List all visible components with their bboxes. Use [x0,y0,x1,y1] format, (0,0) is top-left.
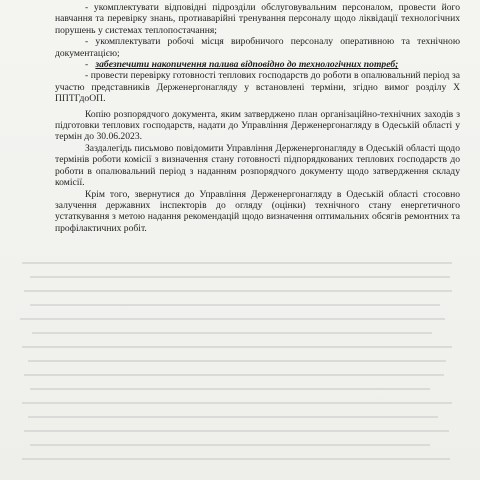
paragraph: Заздалегідь письмово повідомити Управління Держенергонагляду в Одеській області щодо термінів роботи комісії з визначення стану готовності підпорядкованих теплових господарств до роботи в опалювальний період з наданням розпорядчого документу щодо затвердження складу комісії. [55,142,460,189]
list-item: - укомплектувати відповідні підрозділи обслуговувальним персоналом, провести його навчання та перевірку знань, протиаварійні тренування персоналу щодо ліквідації технологічних порушень у системах теплопостачання; [55,2,460,36]
list-item [55,59,460,70]
list-item: - провести перевірку готовності теплових господарств до роботи в опалювальний період за участю представників Держенергонагляду у встановлені терміни, згідно вимог розділу Х ППТГдоОП. [55,70,460,105]
emphasized-item: забезпечити накопичення палива відповідно до технологічних потреб; [95,59,399,71]
document-body [55,2,460,234]
list-item-dash: - [85,59,96,71]
paragraph: Крім того, звернутися до Управління Держенергонагляду в Одеській області стосовно залучення державних інспекторів до огляду (оцінки) технічного стану енергетичного устаткування з метою надання рекомендацій щодо визначення оптимальних обсягів ремонтних та профілактичних робіт. [55,188,460,234]
paragraph: Копію розпорядчого документа, яким затверджено план організаційно-технічних заходів з підготовки теплових господарств, надати до Управління Держенергонагляду в Одеській області у термін до 30.06.2023. [55,108,460,143]
list-item: - укомплектувати робочі місця виробничого персоналу оперативною та технічною документацією; [55,36,460,59]
